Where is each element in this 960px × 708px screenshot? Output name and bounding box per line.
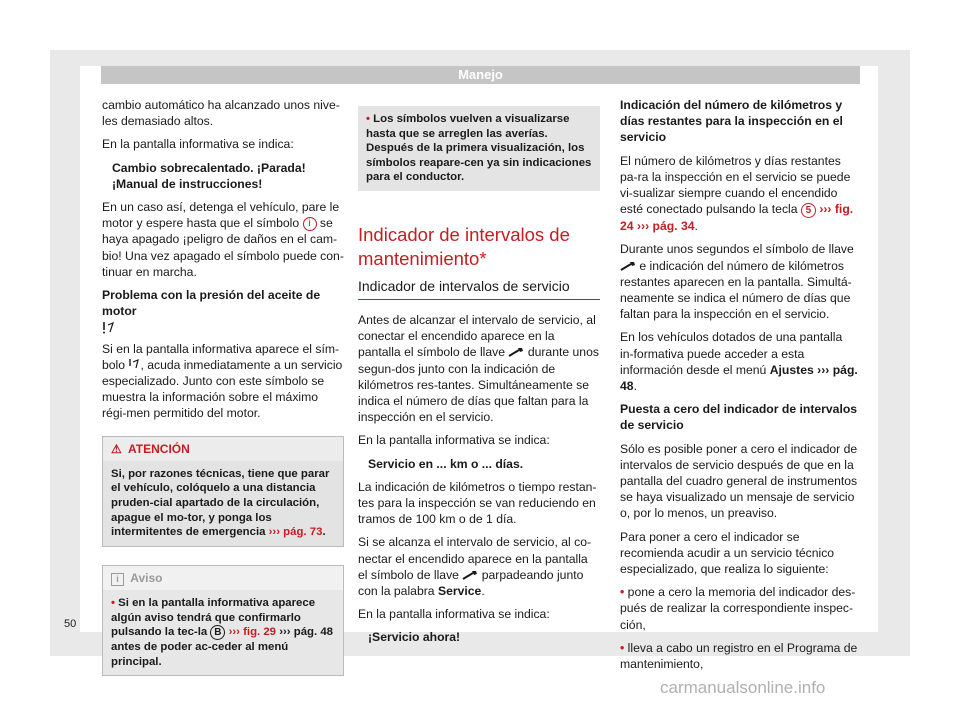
- notice-text: • Si en la pantalla informativa aparece algún aviso tendrá que confirmarlo pulsando la tec-la B ››› fig. 29 ››› pág. 48 antes de poder ac-ceder al menú principal.: [103, 590, 343, 675]
- section-header: Manejo: [101, 66, 860, 84]
- subheading: Indicación del número de kilómetros y días restantes para la inspección en el servicio: [620, 98, 843, 145]
- notice-header: i Aviso: [103, 566, 343, 590]
- paragraph: Sólo es posible poner a cero el indicador de intervalos de servicio después de que en la pantalla del cuadro general de instrumentos se haya visualizado un mensaje de servicio o, por lo menos, un preaviso.: [620, 441, 858, 521]
- paragraph: En la pantalla informativa se indica:: [358, 607, 550, 622]
- section-title: Indicador de intervalos de mantenimiento*: [358, 223, 570, 269]
- key-b-icon: B: [210, 625, 225, 640]
- list-item: • lleva a cabo un registro en el Programa de mantenimiento,: [620, 640, 858, 672]
- note-box: • Los símbolos vuelven a visualizarse hasta que se arreglen las averías. Después de la primera visualización, los símbolos reapare-cen ya sin indicaciones para el conductor.: [358, 106, 600, 191]
- paragraph: La indicación de kilómetros o tiempo restan-tes para la inspección se van reduciendo en tramos de 100 km o de 1 día.: [358, 479, 597, 527]
- display-message: Cambio sobrecalentado. ¡Parada! ¡Manual de instrucciones!: [112, 160, 306, 191]
- paragraph: cambio automático ha alcanzado unos nive-les demasiado altos.: [102, 98, 340, 129]
- column-3: [620, 97, 858, 679]
- paragraph: En la pantalla informativa se indica:: [358, 433, 550, 448]
- display-message: Servicio en ... km o ... días.: [368, 456, 524, 471]
- list-item: • pone a cero la memoria del indicador des-pués de realizar la correspondiente inspec-ción,: [620, 585, 856, 632]
- info-square-icon: i: [111, 573, 124, 586]
- oil-pressure-heading: Problema con la presión del aceite de motor: [102, 288, 321, 319]
- warning-text: Si, por razones técnicas, tiene que parar el vehículo, colóquelo a una distancia pruden-cial apartado de la circulación, apague el mo-tor, y ponga los intermitentes de emergencia ››› pág. 73.: [103, 461, 343, 546]
- wrench-icon: [462, 570, 478, 580]
- paragraph: Si en la pantalla informativa aparece el sím-bolo , acuda inmediatamente a un servicio especializado. Junto con este símbolo se muestra la información sobre el máximo régi-men permitido del motor.: [102, 341, 343, 421]
- display-message: ¡Servicio ahora!: [368, 630, 461, 645]
- column-1: [102, 97, 344, 676]
- oil-can-icon: [128, 358, 140, 370]
- notice-box: [102, 565, 344, 677]
- wrench-icon: [508, 347, 524, 357]
- oil-pressure-icon: [102, 321, 344, 338]
- paragraph: En un caso así, detenga el vehículo, pare le motor y espere hasta que el símbolo i se haya apagado ¡peligro de daños en el cam-bio! Una vez apagado el símbolo puede con-tinuar en marcha.: [102, 200, 344, 279]
- info-icon: i: [303, 217, 317, 231]
- paragraph: Antes de alcanzar el intervalo de servicio, al conectar el encendido aparece en la pantalla el símbolo de llave durante unos segun-dos junto con la indicación de kilómetros res-tantes. Simultáneamente se indica el número de días que faltan para la inspección en el servicio.: [358, 312, 599, 425]
- paragraph: En los vehículos dotados de una pantalla in-formativa puede acceder a esta información desde el menú Ajustes ››› pág. 48.: [620, 330, 858, 394]
- paragraph: Para poner a cero el indicador se recomienda acudir a un servicio técnico especializado, que realiza lo siguiente:: [620, 529, 835, 577]
- wrench-icon: [620, 261, 636, 271]
- paragraph: Si se alcanza el intervalo de servicio, al co-nectar el encendido aparece en la pantalla el símbolo de llave parpadeando junto con la palabra Service.: [358, 535, 592, 599]
- warning-header: ⚠ ATENCIÓN: [103, 437, 343, 461]
- paragraph: El número de kilómetros y días restantes pa-ra la inspección en el servicio se puede vi-sualizar siempre cuando el encendido esté conectado pulsando la tecla 5 ››› fig. 24 ››› pág. 34.: [620, 153, 854, 234]
- column-2: [358, 104, 600, 653]
- subheading: Puesta a cero del indicador de intervalos de servicio: [620, 402, 858, 433]
- warning-box: [102, 436, 344, 547]
- warning-triangle-icon: ⚠: [111, 441, 122, 456]
- key-5-icon: 5: [801, 203, 816, 218]
- page-number: 50: [64, 618, 77, 630]
- paragraph: Durante unos segundos el símbolo de llave e indicación del número de kilómetros restantes aparecen en la pantalla. Simultá-neamente se indica el número de días que faltan para la inspección en el servicio.: [620, 242, 854, 322]
- paragraph: En la pantalla informativa se indica:: [102, 137, 294, 152]
- watermark: carmanualsonline.info: [660, 678, 826, 697]
- subsection-title: Indicador de intervalos de servicio: [358, 277, 600, 300]
